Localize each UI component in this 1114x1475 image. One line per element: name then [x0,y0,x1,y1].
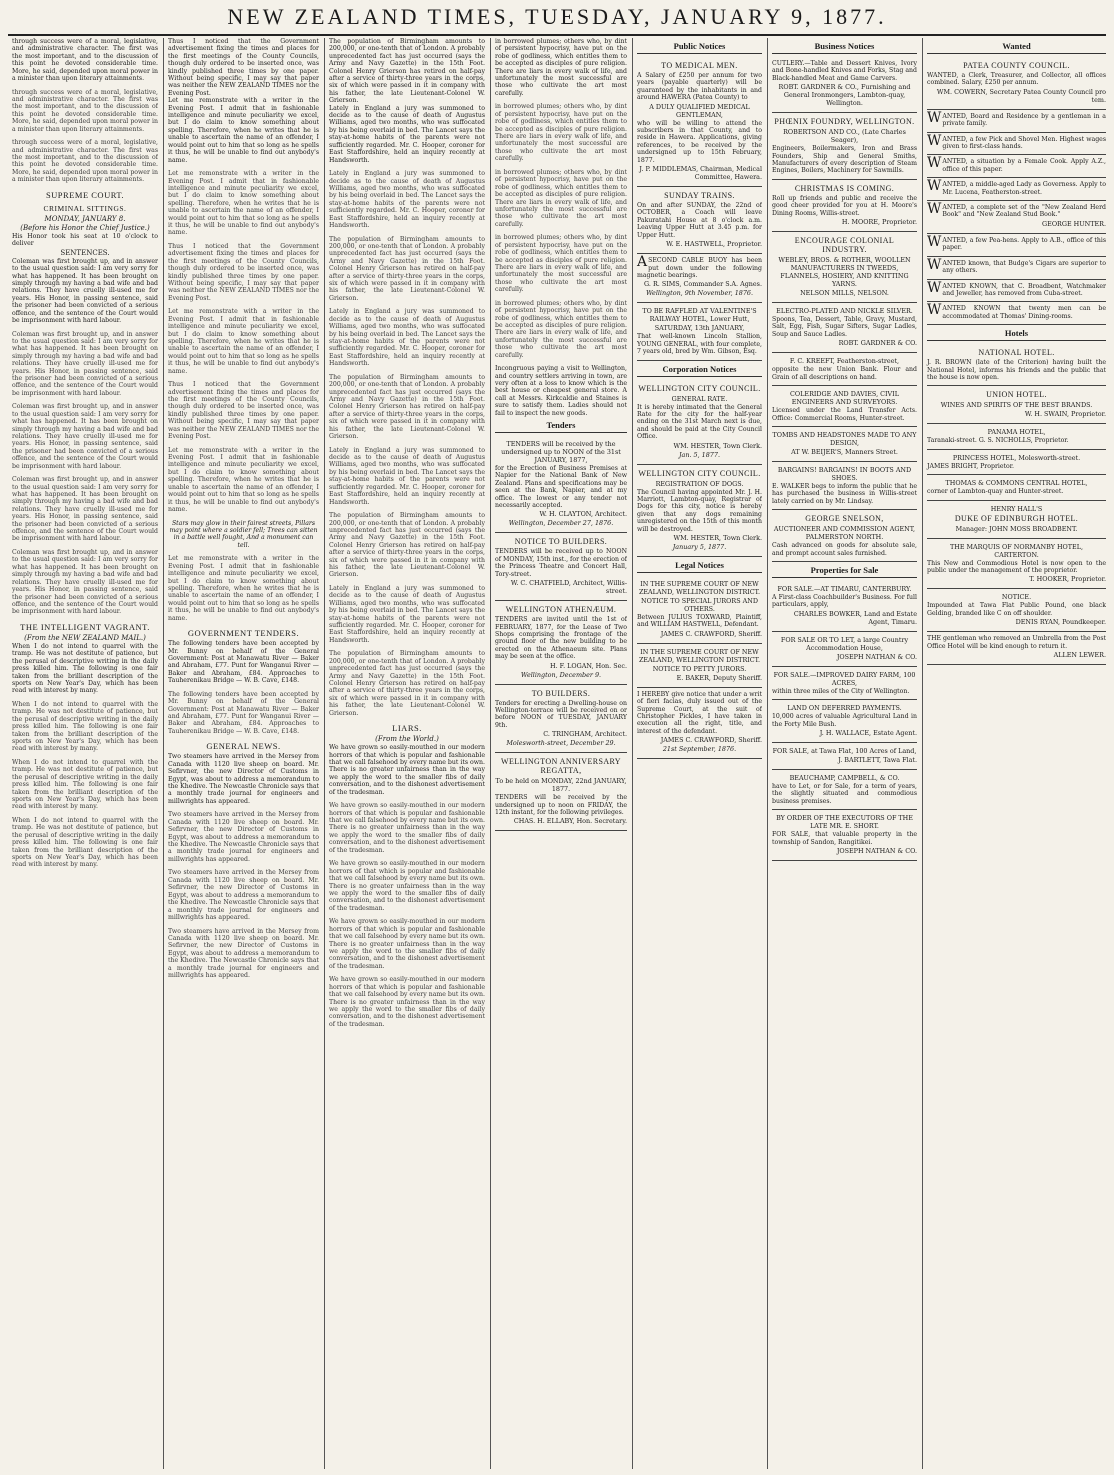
ad-heading: TENDERS will be received by the undersigned up to NOON of the 31st JANUARY, 1877, [501,440,621,465]
article-continuation: Let me remonstrate with a writer in the Evening Post. I admit that in fashionable intelligence and minute peculiarity we excel, but I do claim to know something about spelling. Therefore, when he writes that he is unable to ascertain the name of an offender, I would point out to him that so long as he spells it thus, he will be unable to find out anybody's name. [168,446,319,513]
ad-body: That well-known Lincoln Stallion, YOUNG GENERAL, with four complete, 7 years old, bred by Wm. Gibson, Esq. [637,333,762,356]
ad-signature: W. C. CHATFIELD, Architect, Willis-street. [510,579,627,596]
section-heading-tenders: Tenders [495,420,627,433]
ad-signature: J. BARTLETT, Tawa Flat. [838,755,917,764]
ad-central-hotel [927,475,1106,500]
ad-heading: TO BUILDERS. [531,688,591,698]
ad-subheading: AT W. BEIJER'S, Manners Street. [791,447,898,456]
ad-heading: WELLINGTON ATHENÆUM. [505,605,617,615]
section-heading-general-news: GENERAL NEWS. [206,741,281,752]
ad-body: Tenders for erecting a Dwelling-house on Wellington-terrace will be received on or before NOON of TUESDAY, JANUARY 9th. [495,699,627,729]
ad-signature: WM. HESTER, Town Clerk. [673,534,762,542]
article-continuation: Thus I noticed that the Government advertisement fixing the times and places for the first meetings of the County Councils, though duly ordered to be inserted once, was kindly published three times by one paper. Without being specific, I may say that paper was neither the NEW ZEALAND TIMES nor the Evening Post. [168,381,319,441]
ad-heading: WELLINGTON CITY COUNCIL. [638,468,761,478]
ad-beauchamp [772,770,917,810]
ad-heading: BY ORDER OF THE EXECUTORS OF THE LATE MR. E. SHORT. [776,814,913,831]
ad-tawa-flat [772,743,917,770]
ad-body: A First-class Coachbuilder's Business. For full particulars, apply, [772,593,917,609]
ad-deferred-payments [772,700,917,743]
ad-date: 21st September, 1876. [662,745,737,754]
ad-wanted-cook [927,155,1106,178]
ad-heading: PRINCESS HOTEL, Molesworth-street. [952,453,1081,462]
ad-body: WANTED, a middle-aged Lady as Governess. Apply to Mr. Lucena, Featherston-street. [927,178,1106,196]
ad-signature: H. F. LOGAN, Hon. Sec. [550,661,627,670]
ad-heading: PANAMA HOTEL, [987,428,1046,437]
ad-heading: WELLINGTON CITY COUNCIL. [638,383,761,393]
ad-princess-hotel [927,450,1106,475]
ad-signature: T. HOOKER, Proprietor. [1029,575,1106,584]
article-continuation: Two steamers have arrived in the Mersey from Canada with 1120 live sheep on board. Mr. Sefirvner, the new Director of Customs in Egypt, was about to address a memorandum to the Khedive. The Newcastle Chronicle says that a monthly trade journal for engineers and millwrights has appeared. [168,927,319,979]
ad-body: WANTED, a few Pick and Shovel Men. Highest wages given to first-class hands. [927,132,1106,151]
article-continuation: The following tenders have been accepted by Mr. Bunny on behalf of the General Government: Post at Manawatu River — Baker and Abraham, £77. Punt for Wanganui River — Baker and Abraham, £84. Approaches to Tauherenikau Bridge — W. B. Cave, £148. [168,690,319,735]
ad-sunday-trains [637,187,762,254]
ad-body: for the Erection of Business Premises at Napier for the National Bank of New Zealand. Plans and specifications may be seen at the Bank, Napier, and at my office. The lowest or any tender not necessarily accepted. [495,465,627,510]
ad-subheading: REGISTRATION OF DOGS. [655,479,744,488]
ad-christmas [772,180,917,232]
ad-heading: NOTICE TO BUILDERS. [514,537,608,547]
ad-body: ASECOND CABLE BUOY has been put down under the following magnetic bearings. [637,254,762,279]
section-heading-supreme-court: SUPREME COURT. [45,189,125,200]
ad-heading: PATEA COUNTY COUNCIL. [963,61,1070,70]
subheading-sentences: SENTENCES. [60,248,110,257]
section-heading-properties: Properties for Sale [772,565,917,578]
ad-subheading: GENERAL RATE. [671,394,728,403]
article-continuation: in borrowed plumes; others who, by dint of persistent hypocrisy, have put on the robe of godliness, which entitles them to be accepted as disciples of pure religion. There are liars in every walk of life, and unfortunately the most successful are those who cultivate the art most carefully. [495,103,627,163]
ad-body: opposite the new Union Bank. Flour and Grain of all descriptions on hand. [772,366,917,381]
ad-electro-plated [772,303,917,353]
ad-wanted-dining [927,302,1106,325]
ad-cable-buoy [637,254,762,303]
article-continuation: Thus I noticed that the Government advertisement fixing the times and places for the first meetings of the County Councils, though duly ordered to be inserted once, was kindly published three times by one paper. Without being specific, I may say that paper was neither the NEW ZEALAND TIMES nor the Evening Post. [168,242,319,302]
ad-wanted-governess [927,178,1106,201]
ad-body: E. WALKER begs to inform the public that he has purchased the business in Willis-street lately carried on by Mr. Lindsay. [772,482,917,505]
ad-body: On and after SUNDAY, the 22nd of OCTOBER, a Coach will leave Pakuratahi House at 8 o'clock a.m. Leaving Upper Hutt at 3.45 p.m. for Upper Hutt. [637,202,762,239]
ad-body: within three miles of the City of Wellington. [772,687,910,695]
article-continuation: in borrowed plumes; others who, by dint of persistent hypocrisy, have put on the robe of godliness, which entitles them to be accepted as disciples of pure religion. There are liars in every walk of life, and unfortunately the most successful are those who cultivate the art most carefully. [495,234,627,294]
ad-body: who will be willing to attend the subscribers in that County, and to reside in Hawera. Applications, giving references, to be received by the undersigned up to 15th February, 1877. [637,119,762,164]
article-continuation: When I do not intend to quarrel with the tramp. He was not destitute of patience, but the perusal of descriptive writing in the daily press killed him. The following is one fair taken from the brilliant description of the sports on New Year's Day, which has been read with interest by many. [12,817,158,869]
source-line: (From the NEW ZEALAND MAIL.) [24,633,146,642]
article-text: Coleman was first brought up, and in answer to the usual question said: I am very sorry for what has happened. It has been brought on simply through my having a bad wife and bad relations. They have cruelly ill-used me for years. His Honor, in passing sentence, said the prisoner had been convicted of a serious offence, and the sentence of the Court would be imprisonment with hard labour. [12,257,158,324]
article-continuation: in borrowed plumes; others who, by dint of persistent hypocrisy, have put on the robe of godliness, which entitles them to be accepted as disciples of pure religion. There are liars in every walk of life, and unfortunately the most successful are those who cultivate the art most carefully. [495,299,627,359]
ad-property-accommodation [772,632,917,667]
source-line: (From the World.) [375,735,439,744]
ad-body: WANTED KNOWN that twenty men can be accommodated at Thomas' Dining-rooms. [927,302,1106,320]
ad-heading: BARGAINS! BARGAINS! IN BOOTS AND SHOES. [777,465,912,482]
article-continuation: Let me remonstrate with a writer in the Evening Post. I admit that in fashionable intelligence and minute peculiarity we excel, but I do claim to know something about spelling. Therefore, when he writes that he is unable to ascertain the name of an offender, I would point out to him that so long as he spells it thus, he will be unable to find out anybody's name. [168,308,319,375]
article-continuation: Coleman was first brought up, and in answer to the usual question said: I am very sorry for what has happened. It has been brought on simply through my having a bad wife and bad relations. They have cruelly ill-used me for years. His Honor, in passing sentence, said the prisoner had been convicted of a serious offence, and the sentence of the Court would be imprisonment with hard labour. [12,330,158,397]
ad-kreeft [772,353,917,386]
ad-pre-heading: HENRY HALL'S [990,504,1043,513]
article-continuation: We have grown so easily-mouthed in our modern horrors of that which is popular and fashionable that we call falsehood by every name but its own. There is no greater unfairness than in the way we apply the word to the smaller fibs of daily conversation, and to the dishonest advertisement of the tradesman. [329,918,485,970]
ad-heading: UNION HOTEL. [986,390,1047,400]
article-text: The population of Birmingham amounts to 200,000, or one-tenth that of London. A probably unprecedented fact has just occurred (says the Army and Navy Gazette) in the 15th Foot. Colonel Henry Grierson has retired on half-pay after a service of thirty-three years in the corps, six of which were passed in it in company with his father, the late Lieutenant-Colonel W. Grierson. [329,38,485,105]
ad-union-hotel [927,386,1106,424]
ad-colonial-industry [772,232,917,303]
masthead: NEW ZEALAND TIMES, TUESDAY, JANUARY 9, 1877. [227,4,887,29]
article-continuation: The population of Birmingham amounts to 200,000, or one-tenth that of London. A probably unprecedented fact has just occurred (says the Army and Navy Gazette) in the 15th Foot. Colonel Henry Grierson has retired on half-pay after a service of thirty-three years in the corps, six of which were passed in it in company with his father, the late Lieutenant-Colonel W. Grierson. [329,650,485,717]
ad-signature: ROBT. GARDNER & CO., Furnishing and General Ironmongers, Lambton-quay, Wellington. [778,83,911,108]
ad-date: Wellington, December 27, 1876. [508,519,614,528]
section-heading-vagrant: THE INTELLIGENT VAGRANT. [20,621,150,632]
article-continuation: Lately in England a jury was summoned to decide as to the cause of death of Augustus Williams, aged two months, who was suffocated by his being overlaid in bed. The Lancet says the stay-at-home habits of the parents were not sufficiently regarded. Mr. C. Hooper, coroner for East Staffordshire, held an inquiry recently at Handsworth. [329,308,485,368]
ad-heading: ENCOURAGE COLONIAL INDUSTRY. [794,236,895,255]
ad-body: Between JULIUS TOXWARD, Plaintiff, and WILLIAM HASTWELL, Defendant. [637,614,762,629]
article-continuation: Let me remonstrate with a writer in the Evening Post. I admit that in fashionable intelligence and minute peculiarity we excel, but I do claim to know something about spelling. Therefore, when he writes that he is unable to ascertain the name of an offender, I would point out to him that so long as he spells it thus, he will be unable to find out anybody's name. [168,555,319,622]
section-heading-corporation: Corporation Notices [637,364,762,377]
ad-heading: THOMAS & COMMONS CENTRAL HOTEL, [945,479,1088,488]
column-6 [767,38,917,1469]
ad-signature: W. E. HASTWELL, Proprietor. [666,240,762,249]
ad-wanted-pea-hens [927,234,1106,257]
ad-body: TENDERS will be received up to NOON of MONDAY, 15th inst., for the erection of the Princess Theatre and Concert Hall, Tory-street. [495,548,627,578]
dateline: MONDAY, JANUARY 8. [44,214,126,223]
column-1 [8,38,158,1469]
ad-body: WANTED KNOWN, that C. Broadbent, Watchmaker and Jeweller, has removed from Cuba-street. [927,279,1106,297]
ad-phoenix-foundry [772,113,917,180]
ad-medical [637,57,762,187]
ad-body: Cash advanced on goods for absolute sale, and prompt account sales furnished. [772,542,917,557]
ad-body: WANTED, a situation by a Female Cook. Apply A.Z., office of this paper. [927,155,1106,173]
ad-national-hotel [927,344,1106,386]
article-continuation: Coleman was first brought up, and in answer to the usual question said: I am very sorry for what has happened. It has been brought on simply through my having a bad wife and bad relations. They have cruelly ill-used me for years. His Honor, in passing sentence, said the prisoner had been convicted of a serious offence, and the sentence of the Court would be imprisonment with hard labour. [12,476,158,543]
ad-tender-5 [495,753,627,831]
ad-subheading: WEBLEY, BROS. & ROTHER, WOOLLEN MANUFACTURERS IN TWEEDS, FLANNELS, HOSIERY, AND KNITTING YARNS. [778,256,911,289]
ad-petty-jurors [637,644,762,688]
ad-subheading: AUCTIONEER AND COMMISSION AGENT, PALMERSTON NORTH. [773,525,916,542]
ad-subheading: ROBERTSON AND CO., (Late Charles Seager), [783,128,906,145]
ad-body: TENDERS will be received by the undersigned up to noon on FRIDAY, the 12th instant, for the following privileges. [495,794,627,816]
ad-heading: IN THE SUPREME COURT OF NEW ZEALAND, WELLINGTON DISTRICT. [638,647,761,664]
ad-heading: NOTICE. [1001,593,1032,602]
ad-wanted-herd-book [927,201,1106,234]
article-text: We have grown so easily-mouthed in our modern horrors of that which is popular and fashionable that we call falsehood by every name but its own. There is no greater unfairness than in the way we apply the word to the smaller fibs of daily conversation, and to the dishonest advertisement of the tradesman. [329,744,485,796]
ad-heading: FOR SALE, at Tawa Flat, 100 Acres of Land, [772,746,917,755]
ad-heading: FOR SALE.—IMPROVED DAIRY FARM, 100 ACRES, [773,670,916,687]
masthead-rule [8,34,1106,36]
article-continuation: The population of Birmingham amounts to 200,000, or one-tenth that of London. A probably unprecedented fact has just occurred (says the Army and Navy Gazette) in the 15th Foot. Colonel Henry Grierson has retired on half-pay after a service of thirty-three years in the corps, six of which were passed in it in company with his father, the late Lieutenant-Colonel W. Grierson. [329,373,485,441]
ad-body: WANTED, a Clerk, Treasurer, and Collector, all offices combined. Salary, £250 per annum. [927,72,1106,87]
ad-signature: CHAS. H. ELLABY, Hon. Secretary. [513,817,627,826]
article-text: through success were of a moral, legislative, and administrative character. The first was the most important, and to the discussion of this point he devoted considerable time. More, he said, depended upon moral power in a minister than upon literary attainments. [12,38,158,83]
ad-pound-notice [927,589,1106,632]
ad-duke-of-edinburgh [927,501,1106,539]
ad-signature: H. MOORE, Proprietor. [841,218,917,227]
ad-body: Spoons, Tea, Dessert, Table, Gravy, Mustard, Salt, Egg, Fish, Sugar Sifters, Sugar Ladles, Soup and Sauce Ladles. [772,316,917,338]
ad-body: WANTED, a complete set of the "New Zealand Herd Book" and "New Zealand Stud Book." [927,201,1106,219]
ad-date: Wellington, 9th November, 1876. [645,289,754,298]
article-continuation: The population of Birmingham amounts to 200,000, or one-tenth that of London. A probably unprecedented fact has just occurred (says the Army and Navy Gazette) in the 15th Foot. Colonel Henry Grierson has retired on half-pay after a service of thirty-three years in the corps, six of which were passed in it in company with his father, the late Lieutenant-Colonel W. Grierson. [329,235,485,302]
ad-body: WANTED, a few Pea-hens. Apply to A.B., office of this paper. [927,233,1106,252]
article-text: Incongruous paying a visit to Wellington, and country settlers arriving in town, are very often at a loss to know which is the best house or cheapest general store. A call at Messrs. Kirkcaldie and Staines is sure to satisfy them. Ladies should not fail to inspect the new goods. [495,365,627,417]
article-continuation: Lately in England a jury was summoned to decide as to the cause of death of Augustus Williams, aged two months, who was suffocated by his being overlaid in bed. The Lancet says the stay-at-home habits of the parents were not sufficiently regarded. Mr. C. Hooper, coroner for East Staffordshire, held an inquiry recently at Handsworth. [329,446,485,506]
ad-body: TENDERS are invited until the 1st of FEBRUARY, 1877, for the Lease of Two Shops comprising the frontage of the ground floor of the new building to be erected on the Athenaeum site. Plans may be seen at the office. [495,616,627,661]
ad-body: It is hereby intimated that the General Rate for the city for the half-year ending on the 31st March next is due, and should be paid at the City Council Office. [637,403,762,441]
ad-date: Jan. 5, 1877. [679,450,720,459]
ad-tender-4 [495,685,627,754]
column-3 [324,38,485,1469]
ad-signature: ROBT. GARDNER & CO. [838,339,917,348]
ad-property-timaru [772,581,917,632]
section-heading-wanted: Wanted [927,41,1106,54]
article-text: in borrowed plumes; others who, by dint of persistent hypocrisy, have put on the robe of godliness, which entitles them to be accepted as disciples of pure religion. There are liars in every walk of life, and unfortunately the most successful are those who cultivate the art most carefully. [495,38,627,97]
ad-snelson [772,510,917,562]
column-5 [632,38,762,1469]
ad-body: Taranaki-street. G. S. NICHOLLS, Proprietor. [927,437,1069,445]
ad-subheading: Manager: JOHN MOSS BROADBENT. [955,524,1078,533]
ad-body: A Salary of £250 per annum for two years (payable quarterly) will be guaranteed by the inhabitants in and around HAWERA (Patea County) to [637,72,762,102]
ad-tender-2 [495,533,627,601]
ad-property-dairy [772,667,917,700]
ad-umbrella [927,632,1106,665]
ad-heading: IN THE SUPREME COURT OF NEW ZEALAND, WELLINGTON DISTRICT. [638,580,761,596]
ad-body: J. R. BROWN (late of the Criterion) having built the National Hotel, informs his friends and the public that the house is now open. [927,359,1106,381]
article-continuation: Coleman was first brought up, and in answer to the usual question said: I am very sorry for what has happened. It has been brought on simply through my having a bad wife and bad relations. They have cruelly ill-used me for years. His Honor, in passing sentence, said the prisoner had been convicted of a serious offence, and the sentence of the Court would be imprisonment with hard labour. [12,403,158,470]
ad-heading: NATIONAL HOTEL. [978,348,1055,358]
section-heading-business: Business Notices [772,41,917,54]
ad-coleridge-davies [772,386,917,427]
column-2 [163,38,319,1469]
ad-wanted-cigars [927,257,1106,280]
ad-wanted-broadbent [927,280,1106,303]
ad-signature: C. TRINGHAM, Architect. [543,730,627,739]
ad-body: 10,000 acres of valuable Agricultural Land in the Forty Mile Bush. [772,713,917,728]
section-heading-legal: Legal Notices [637,560,762,573]
ad-body: Impounded at Tawa Flat Public Pound, one black Gelding, branded like C on off shoulder. [927,602,1106,617]
ad-panama-hotel [927,424,1106,449]
ad-body: corner of Lambton-quay and Hunter-street. [927,488,1064,496]
ad-heading: FOR SALE.—AT TIMARU, CANTERBURY. [777,584,912,593]
article-continuation: Let me remonstrate with a writer in the Evening Post. I admit that in fashionable intelligence and minute peculiarity we excel, but I do claim to know something about spelling. Therefore, when he writes that he is unable to ascertain the name of an offender, I would point out to him that so long as he spells it thus, he will be unable to find out anybody's name. [168,170,319,237]
ad-body: The Council having appointed Mr. J. H. Marriott, Lambton-quay, Registrar of Dogs for this city, notice is hereby given that any dogs remaining unregistered on the 15th of this month will be destroyed. [637,488,762,533]
ad-body: THE gentleman who removed an Umbrella from the Post Office Hotel will be kind enough to return it. [927,635,1106,650]
ad-date: Molesworth-street, December 29. [506,739,616,748]
ad-wanted-pick [927,133,1106,156]
ad-body: FOR SALE, that valuable property in the township of Sandon, Rangitikei. [772,831,917,846]
article-continuation: Two steamers have arrived in the Mersey from Canada with 1120 live sheep on board. Mr. Sefirvner, the new Director of Customs in Egypt, was about to address a memorandum to the Khedive. The Newcastle Chronicle says that a monthly trade journal for engineers and millwrights has appeared. [168,869,319,921]
article-continuation: Lately in England a jury was summoned to decide as to the cause of death of Augustus Williams, aged two months, who was suffocated by his being overlaid in bed. The Lancet says the stay-at-home habits of the parents were not sufficiently regarded. Mr. C. Hooper, coroner for East Staffordshire, held an inquiry recently at Handsworth. [329,584,485,644]
ad-subheading: WINES AND SPIRITS OF THE BEST BRANDS. [940,401,1093,410]
ad-wanted-board [927,110,1106,133]
ad-executors [772,810,917,861]
ad-body: I HEREBY give notice that under a writ of fieri facias, duly issued out of the Supreme Court, at the suit of Christopher Pickles, I have taken in execution all the right, title, and interest of the defendant. [637,690,762,735]
ad-heading: THE MARQUIS OF NORMANBY HOTEL, CARTERTON. [949,542,1083,559]
ad-subheading: NOTICE TO PETTY JURORS. [652,664,747,673]
ad-subheading: To be held on MONDAY, 22nd JANUARY, 1877. [495,777,627,794]
article-continuation: Lately in England a jury was summoned to decide as to the cause of death of Augustus Williams, aged two months, who was suffocated by his being overlaid in bed. The Lancet says the stay-at-home habits of the parents were not sufficiently regarded. Mr. C. Hooper, coroner for East Staffordshire, held an inquiry recently at Handsworth. [329,170,485,229]
ad-body: WANTED, Board and Residence by a gentleman in a private family. [927,109,1106,128]
ad-patea [927,57,1106,110]
ad-heading: CHRISTMAS IS COMING. [794,183,895,193]
ad-heading: DUKE OF EDINBURGH HOTEL. [954,513,1079,523]
article-text: When I do not intend to quarrel with the tramp. He was not destitute of patience, but the perusal of descriptive writing in the daily press killed him. The following is one fair taken from the brilliant description of the sports on New Year's Day, which has been read with interest by many. [12,642,158,695]
section-heading-public-notices: Public Notices [637,41,762,54]
ad-signature: W. H. CLAYTON, Architect. [539,510,627,519]
ad-heading: WELLINGTON ANNIVERSARY REGATTA, [501,757,621,776]
ad-heading: ELECTRO-PLATED AND NICKLE SILVER. [776,307,913,316]
ad-body: have to Let, or for Sale, for a term of years, the slightly situated and commodious business premises. [772,782,917,805]
ad-body: JAMES BRIGHT, Proprietor. [927,462,1015,470]
ad-signature: W. H. SWAIN, Proprietor. [1024,410,1106,419]
ad-fieri-facias [637,688,762,759]
ad-signature: GEORGE HUNTER. [1042,219,1106,228]
article-text: Lately in England a jury was summoned to decide as to the cause of death of Augustus Williams, aged two months, who was suffocated by his being overlaid in bed. The Lancet says the stay-at-home habits of the parents were not sufficiently regarded. Mr. C. Hooper, coroner for East Staffordshire, held an inquiry recently at Handsworth. [329,104,485,164]
verse: Stars may glow in their fairest streets, Pillars may point where a soldier fell; Trees can sitten in a battle well fought, And a monument can tell. [169,519,318,549]
ad-heading: FOR SALE OR TO LET, a large Country Accommodation House, [780,635,909,652]
ad-tombs [772,427,917,462]
ad-dogs [637,465,762,557]
ad-heading: COLERIDGE AND DAVIES, CIVIL ENGINEERS AND SURVEYORS. [790,390,899,407]
ad-signature: JOSEPH NATHAN & CO. [836,847,917,855]
ad-raffle [637,303,762,360]
article-continuation: We have grown so easily-mouthed in our modern horrors of that which is popular and fashionable that we call falsehood by every name but its own. There is no greater unfairness than in the way we apply the word to the smaller fibs of daily conversation, and to the dishonest advertisement of the tradesman. [329,860,485,912]
ad-signature: CHARLES BOWKER, Land and Estate Agent, Timaru. [793,609,917,626]
ad-signature: J. H. WALLACE, Estate Agent. [819,728,917,737]
ad-signature: DENIS RYAN, Poundkeeper. [1015,618,1106,627]
article-continuation: Coleman was first brought up, and in answer to the usual question said: I am very sorry for what has happened. It has been brought on simply through my having a bad wife and bad relations. They have cruelly ill-used me for years. His Honor, in passing sentence, said the prisoner had been convicted of a serious offence, and the sentence of the Court would be imprisonment with hard labour. [12,549,158,616]
ad-body: CUTLERY.—Table and Dessert Knives, Ivory and Bone-handled Knives and Forks, Stag and Black-handled Meat and Game Carvers. [772,60,917,82]
ad-heading: TO MEDICAL MEN. [661,61,738,70]
ad-tender-3 [495,601,627,684]
ad-date: January 5, 1877. [672,543,727,551]
ad-body: Engineers, Boilermakers, Iron and Brass Founders, Ship and General Smiths, Manufacturers of every description of Steam Engines, Boilers, Machinery for Sawmills. [772,145,917,175]
ad-heading: TO BE RAFFLED AT VALENTINE'S RAILWAY HOTEL, Lower Hutt, [642,307,757,324]
ad-heading: BEAUCHAMP, CAMPBELL, & CO. [789,773,900,782]
ad-subheading: NOTICE TO SPECIAL JURORS AND OTHERS. [641,597,758,613]
ad-signature: JAMES C. CRAWFORD, Sheriff. [660,736,762,745]
ad-heading: LAND ON DEFERRED PAYMENTS. [787,704,902,713]
article-continuation: When I do not intend to quarrel with the tramp. He was not destitute of patience, but the perusal of descriptive writing in the daily press killed him. The following is one fair taken from the brilliant description of the sports on New Year's Day, which has been read with interest by many. [12,700,158,753]
article-continuation: We have grown so easily-mouthed in our modern horrors of that which is popular and fashionable that we call falsehood by every name but its own. There is no greater unfairness than in the way we apply the word to the smaller fibs of daily conversation, and to the dishonest advertisement of the tradesman. [329,802,485,854]
ad-heading: PHŒNIX FOUNDRY, WELLINGTON. [774,117,915,127]
ad-signature: ALLEN LEWER. [1053,651,1106,659]
section-heading-gov-tenders: GOVERNMENT TENDERS. [187,628,300,639]
ad-subheading: A DULY QUALIFIED MEDICAL GENTLEMAN, [649,102,750,119]
ad-subheading: SATURDAY, 13th JANUARY, [654,324,745,333]
before-line: (Before his Honor the Chief Justice.) [20,223,150,232]
ad-signature: E. BAKER, Deputy Sheriff. [676,673,762,682]
ad-date: Wellington, December 9. [520,670,602,679]
article-text: The following tenders have been accepted by Mr. Bunny on behalf of the General Government: Post at Manawatu River — Baker and Abraham, £77. Punt for Wanganui River — Baker and Abraham, £84. Approaches to Tauherenikau Bridge — W. B. Cave, £148. [168,640,319,685]
ad-signature: WM. HESTER, Town Clerk. [673,441,762,450]
article-text: Let me remonstrate with a writer in the Evening Post. I admit that in fashionable intelligence and minute peculiarity we excel, but I do claim to know something about spelling. Therefore, when he writes that he is unable to ascertain the name of an offender, I would point out to him that so long as he spells it thus, he will be unable to find out anybody's name. [168,97,319,164]
article-continuation: We have grown so easily-mouthed in our modern horrors of that which is popular and fashionable that we call falsehood by every name but its own. There is no greater unfairness than in the way we apply the word to the smaller fibs of daily conversation, and to the dishonest advertisement of the tradesman. [329,976,485,1028]
ad-special-jurors [637,576,762,644]
ad-signature: J. P. MIDDLEMAS, Chairman, Medical Committee, Hawera. [639,165,762,182]
ad-body: WANTED known, that Budge's Cigars are superior to any others. [927,256,1106,275]
ad-signature: JAMES C. CRAWFORD, Sheriff. [660,629,762,638]
ad-heading: SUNDAY TRAINS. [664,191,735,201]
ad-signature: G. R. SIMS, Commander S.A. Agnes. [644,280,762,289]
ad-bargains [772,462,917,510]
article-continuation: through success were of a moral, legislative, and administrative character. The first was the most important, and to the discussion of this point he devoted considerable time. More, he said, depended upon moral power in a minister than upon literary attainments. [12,88,158,133]
ad-cutlery [772,57,917,113]
section-heading-hotels: Hotels [927,328,1106,341]
article-continuation: The population of Birmingham amounts to 200,000, or one-tenth that of London. A probably unprecedented fact has just occurred (says the Army and Navy Gazette) in the 15th Foot. Colonel Henry Grierson has retired on half-pay after a service of thirty-three years in the corps, six of which were passed in it in company with his father, the late Lieutenant-Colonel W. Grierson. [329,512,485,579]
section-heading-liars: LIARS. [392,723,422,734]
ad-general-rate [637,380,762,465]
ad-body: NELSON MILLS, NELSON. [800,289,889,298]
ad-heading: F. C. KREEFT, Featherston-street, [789,357,900,366]
article-continuation: Two steamers have arrived in the Mersey from Canada with 1120 live sheep on board. Mr. Sefirvner, the new Director of Customs in Egypt, was about to address a memorandum to the Khedive. The Newcastle Chronicle says that a monthly trade journal for engineers and millwrights has appeared. [168,811,319,863]
article-continuation: in borrowed plumes; others who, by dint of persistent hypocrisy, have put on the robe of godliness, which entitles them to be accepted as disciples of pure religion. There are liars in every walk of life, and unfortunately the most successful are those who cultivate the art most carefully. [495,168,627,228]
ad-signature: WM. COWERN, Secretary Patea County Council pro tem. [936,87,1106,104]
article-text: His Honor took his seat at 10 o'clock to deliver [12,232,158,248]
ad-heading: GEORGE SNELSON, [805,514,884,524]
ad-signature: JOSEPH NATHAN & CO. [836,652,917,661]
ad-body: Roll up friends and public and receive the good cheer provided for you at H. Moore's Dining Rooms, Willis-street. [772,194,917,217]
ad-marquis-normanby [927,539,1106,590]
ad-body: Licensed under the Land Transfer Acts. Office: Commercial Rooms, Hunter-street. [772,407,917,422]
subheading-criminal: CRIMINAL SITTINGS. [43,203,127,213]
column-7 [922,38,1106,1469]
article-continuation: When I do not intend to quarrel with the tramp. He was not destitute of patience, but the perusal of descriptive writing in the daily press killed him. The following is one fair taken from the brilliant description of the sports on New Year's Day, which has been read with interest by many. [12,758,158,811]
column-4 [490,38,627,1469]
ad-heading: TOMBS AND HEADSTONES MADE TO ANY DESIGN, [772,430,917,447]
article-continuation: through success were of a moral, legislative, and administrative character. The first was the most important, and to the discussion of this point he devoted considerable time. More, he said, depended upon moral power in a minister than upon literary attainments. [12,139,158,184]
ad-tender-1 [495,436,627,533]
ad-body: This New and Commodious Hotel is now open to the public under the management of the proprietor. [927,559,1106,574]
article-text: Thus I noticed that the Government advertisement fixing the times and places for the first meetings of the County Councils, though duly ordered to be inserted once, was kindly published three times by one paper. Without being specific, I may say that paper was neither the NEW ZEALAND TIMES nor the Evening Post. [168,38,319,97]
article-text: Two steamers have arrived in the Mersey from Canada with 1120 live sheep on board. Mr. Sefirvner, the new Director of Customs in Egypt, was about to address a memorandum to the Khedive. The Newcastle Chronicle says that a monthly trade journal for engineers and millwrights has appeared. [168,753,319,805]
